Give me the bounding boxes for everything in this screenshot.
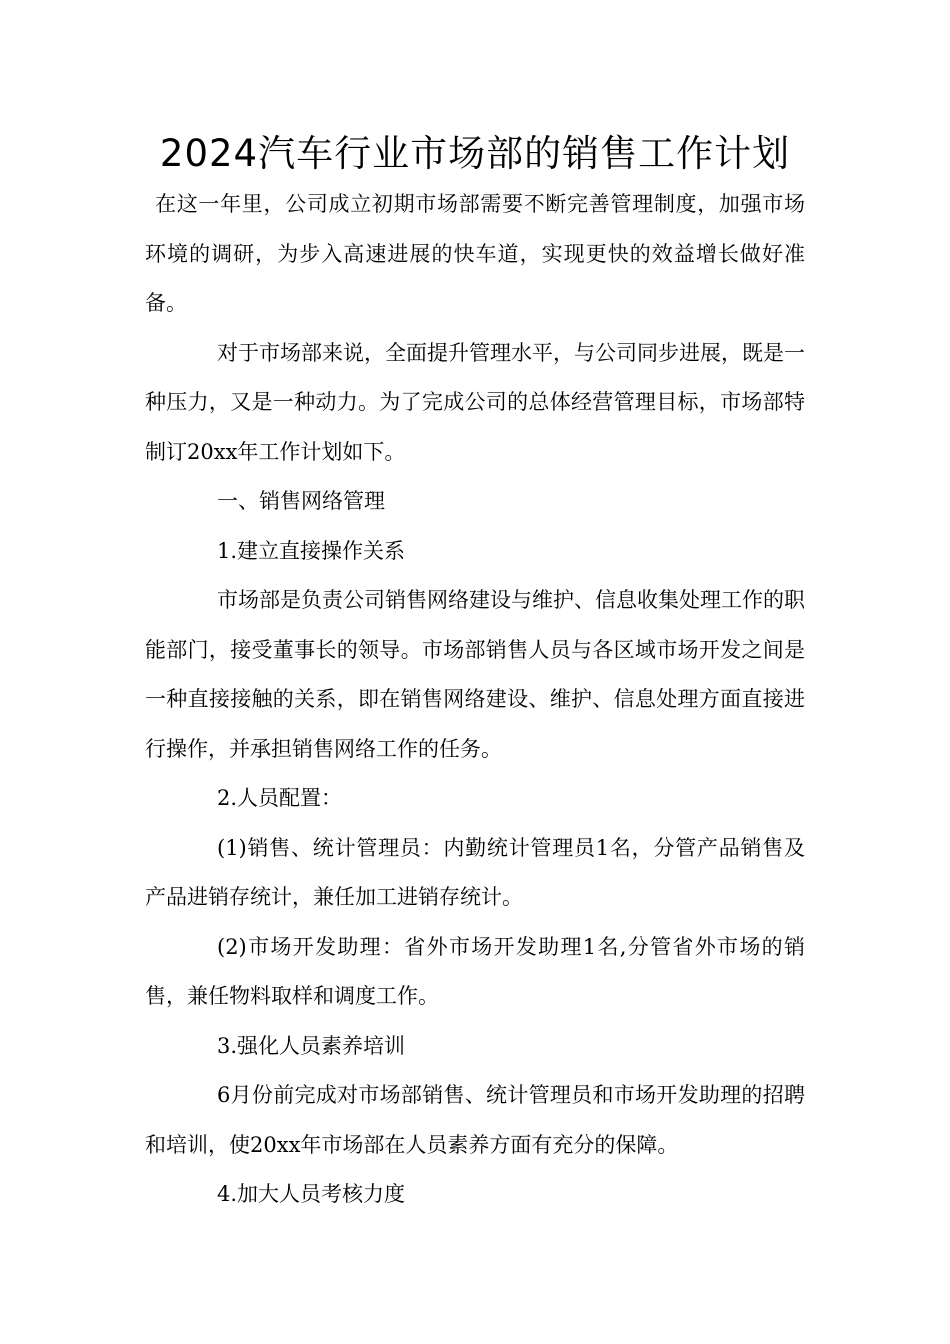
subheading-direct-operation: 1.建立直接操作关系 xyxy=(217,538,406,563)
paragraph-overview: 对于市场部来说，全面提升管理水平，与公司同步进展，既是一种压力，又是一种动力。为了完成公司的总体经营管理目标，市场部特制订20xx年工作计划如下。 xyxy=(145,340,805,464)
subheading-assessment: 4.加大人员考核力度 xyxy=(217,1182,406,1206)
document-title: 2024汽车行业市场部的销售工作计划 xyxy=(159,132,791,175)
subheading-staffing: 2.人员配置： xyxy=(217,786,343,810)
subheading-training: 3.强化人员素养培训 xyxy=(217,1033,406,1058)
paragraph-training: 6月份前完成对市场部销售、统计管理员和市场开发助理的招聘和培训，使20xx年市场部在人员素养方面有充分的保障。 xyxy=(145,1083,805,1157)
paragraph-intro: 在这一年里，公司成立初期市场部需要不断完善管理制度，加强市场环境的调研，为步入高速进展的快车道，实现更快的效益增长做好准备。 xyxy=(145,192,805,315)
paragraph-department-role: 市场部是负责公司销售网络建设与维护、信息收集处理工作的职能部门，接受董事长的领导。市场部销售人员与各区域市场开发之间是一种直接接触的关系，即在销售网络建设、维护、信息处理方面直接进行操作，并承担销售网络工作的任务。 xyxy=(145,588,805,761)
document-body xyxy=(145,180,805,1220)
paragraph-staff-item-2: (2)市场开发助理：省外市场开发助理1名,分管省外市场的销售，兼任物料取样和调度工作。 xyxy=(145,934,805,1008)
section-heading-sales-network: 一、销售网络管理 xyxy=(217,489,385,513)
paragraph-staff-item-1: (1)销售、统计管理员：内勤统计管理员1名，分管产品销售及产品进销存统计，兼任加工进销存统计。 xyxy=(145,835,805,909)
